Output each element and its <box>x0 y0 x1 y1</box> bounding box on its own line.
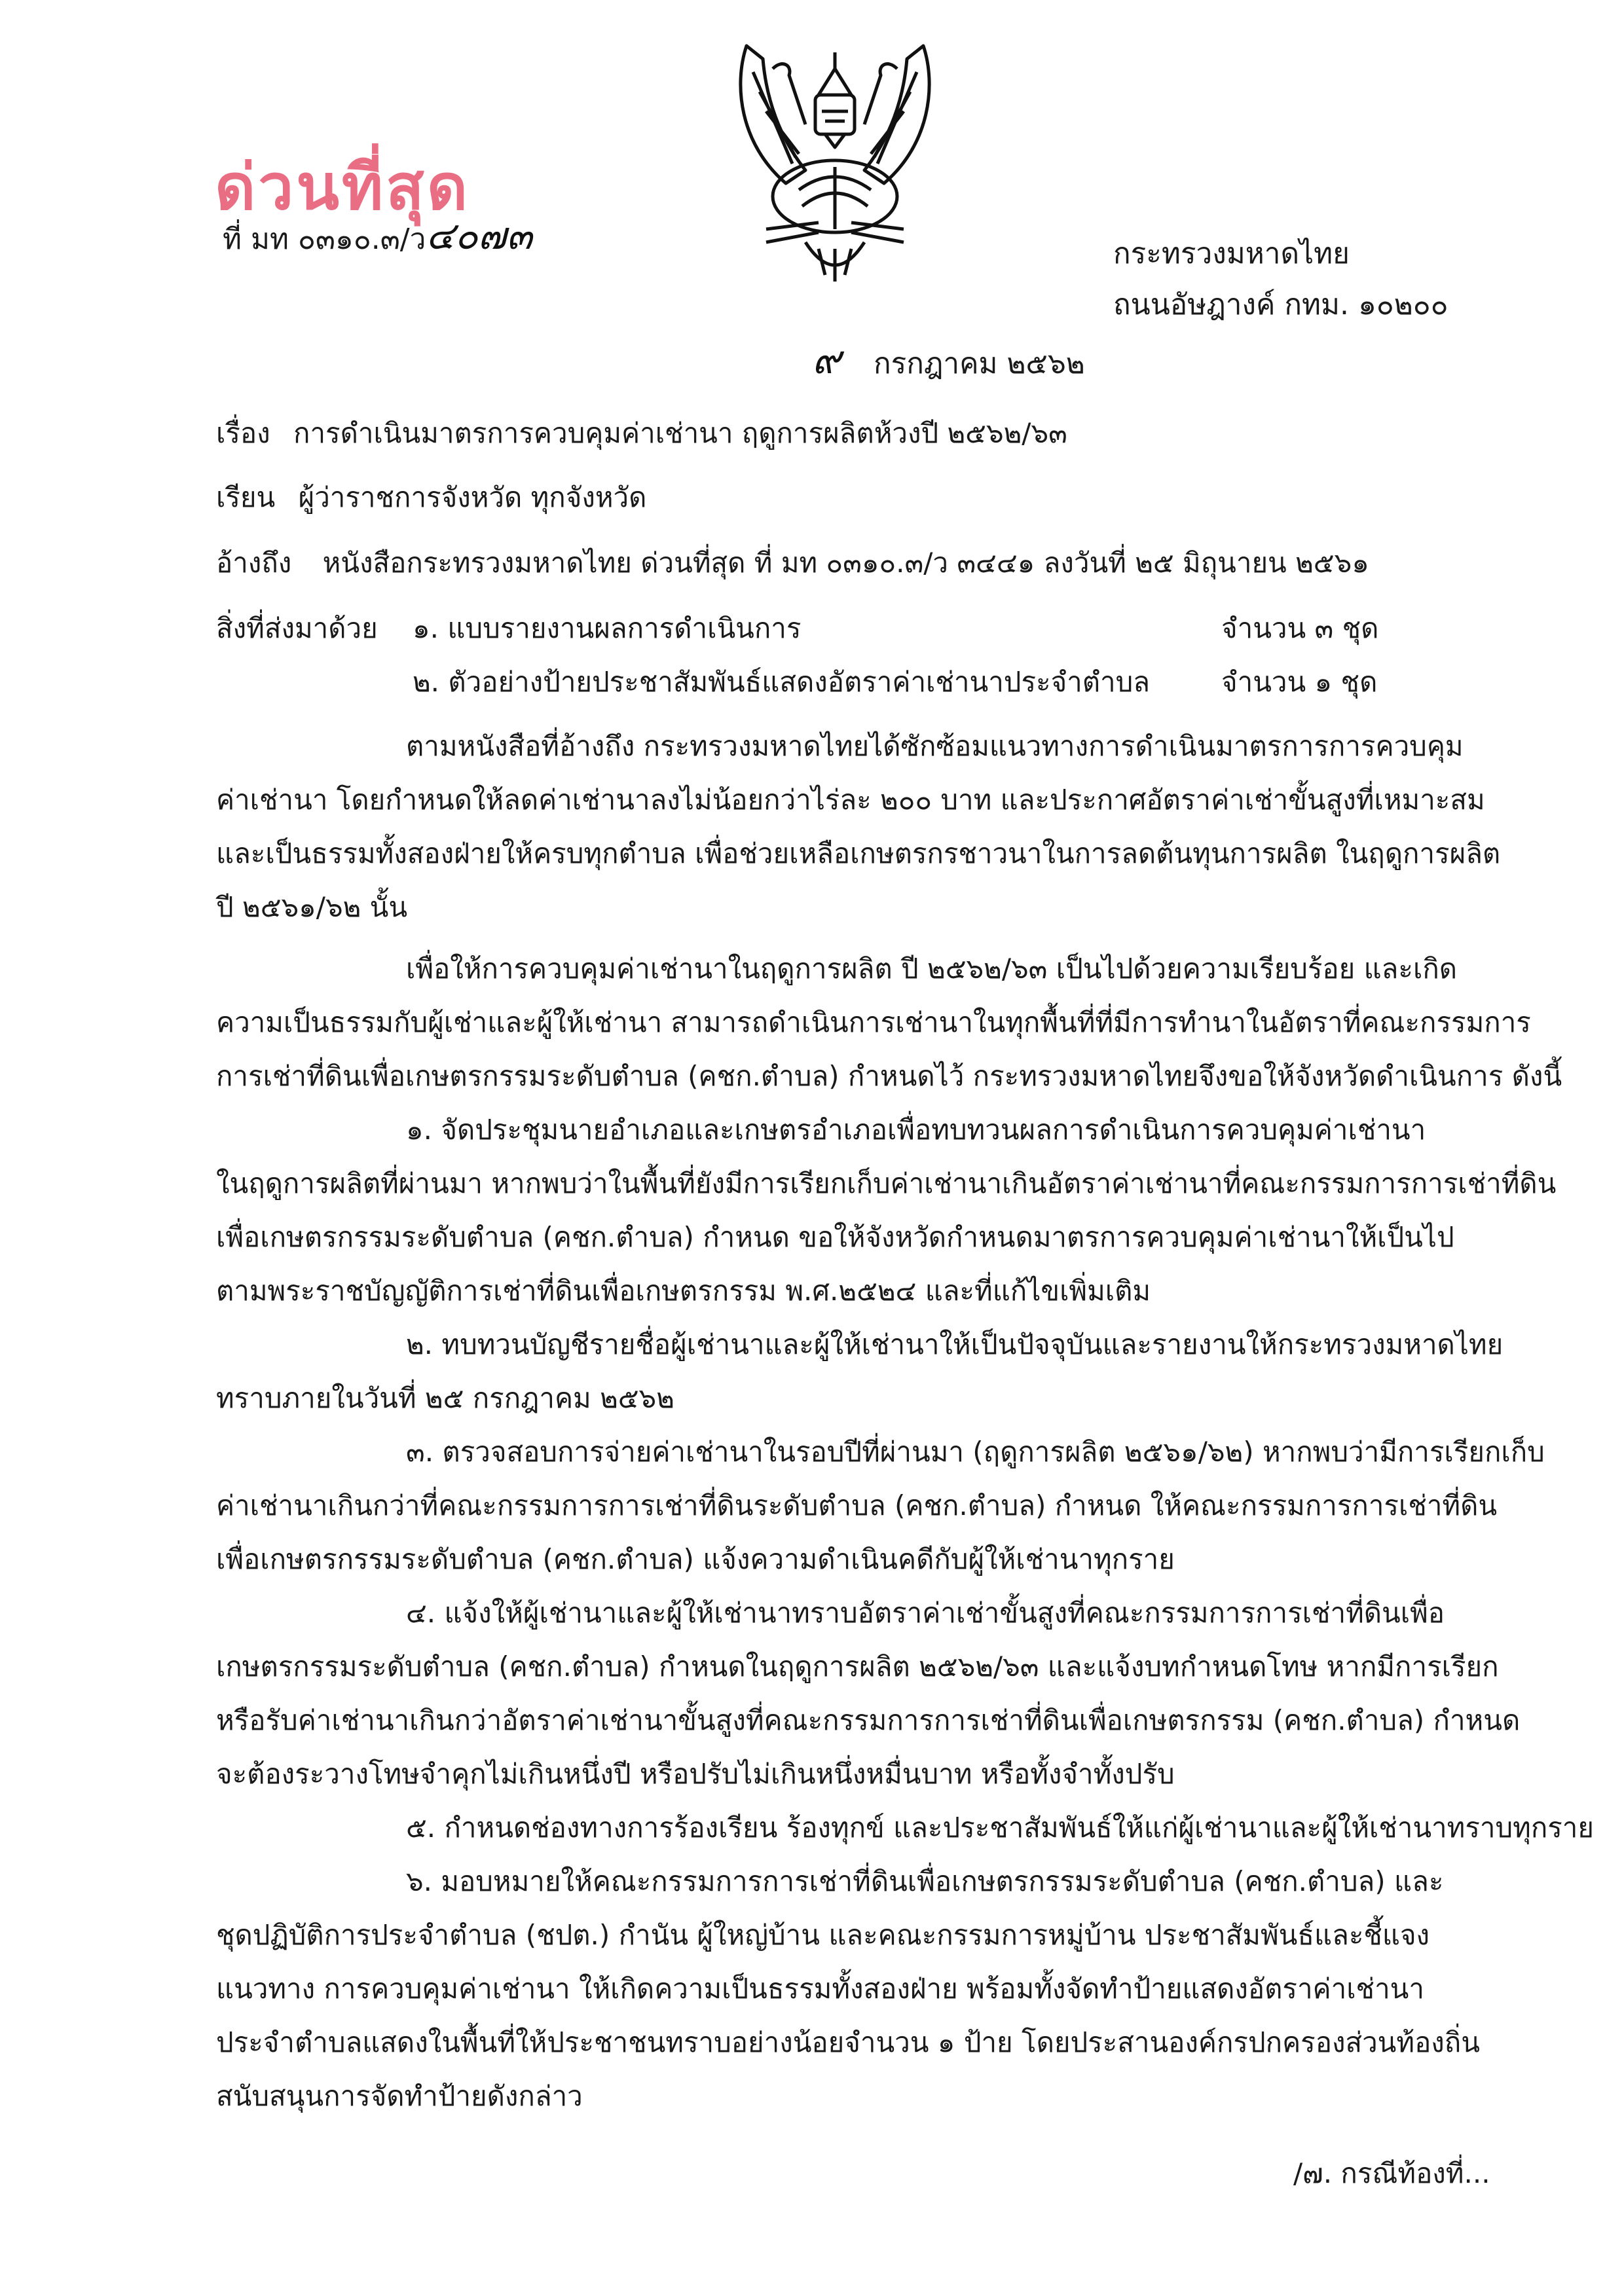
enclosure-item-count: จำนวน ๑ ชุด <box>1221 666 1378 698</box>
body-item-4-line: จะต้องระวางโทษจำคุกไม่เกินหนึ่งปี หรือปรับไม่เกินหนึ่งหมื่นบาท หรือทั้งจำทั้งปรับ <box>216 1758 1175 1790</box>
body-item-3-line: เพื่อเกษตรกรรมระดับตำบล (คชก.ตำบล) แจ้งความดำเนินคดีกับผู้ให้เช่านาทุกราย <box>216 1543 1175 1575</box>
body-item-1-line: ในฤดูการผลิตที่ผ่านมา หากพบว่าในพื้นที่ยังมีการเรียกเก็บค่าเช่านาเกินอัตราค่าเช่านาที่คณะกรรมการการเช่าที่ดิน <box>216 1167 1557 1199</box>
document-number-handwritten: ๔๐๗๓ <box>426 213 532 258</box>
body-item-4-line: หรือรับค่าเช่านาเกินกว่าอัตราค่าเช่านาขั้นสูงที่คณะกรรมการการเช่าที่ดินเพื่อเกษตรกรรม (คชก.ตำบล) กำหนด <box>216 1704 1521 1736</box>
addressee-label: เรียน <box>216 481 276 513</box>
reference-label: อ้างถึง <box>216 547 292 579</box>
body-item-2-line: ทราบภายในวันที่ ๒๕ กรกฎาคม ๒๕๖๒ <box>216 1382 674 1414</box>
body-item-6-line: ชุดปฏิบัติการประจำตำบล (ชปต.) กำนัน ผู้ใหญ่บ้าน และคณะกรรมการหมู่บ้าน ประชาสัมพันธ์และชี้แจง <box>216 1919 1430 1951</box>
body-item-3-line: ค่าเช่านาเกินกว่าที่คณะกรรมการการเช่าที่ดินระดับตำบล (คชก.ตำบล) กำหนด ให้คณะกรรมการการเช่าที่ดิน <box>216 1489 1498 1522</box>
body-paragraph-1-line: ปี ๒๕๖๑/๖๒ นั้น <box>216 891 408 923</box>
urgency-stamp: ด่วนที่สุด <box>215 151 471 224</box>
body-paragraph-1-line: ค่าเช่านา โดยกำหนดให้ลดค่าเช่านาลงไม่น้อยกว่าไร่ละ ๒๐๐ บาท และประกาศอัตราค่าเช่าขั้นสูงที่เหมาะสม <box>216 784 1485 816</box>
body-item-1-line: ๑. จัดประชุมนายอำเภอและเกษตรอำเภอเพื่อทบทวนผลการดำเนินการควบคุมค่าเช่านา <box>406 1114 1426 1146</box>
body-paragraph-1-line: ตามหนังสือที่อ้างถึง กระทรวงมหาดไทยได้ซักซ้อมแนวทางการดำเนินมาตรการการควบคุม <box>406 730 1464 762</box>
enclosure-item-text: ๑. แบบรายงานผลการดำเนินการ <box>413 612 802 644</box>
addressee-line <box>216 478 1480 517</box>
body-item-4-line: เกษตรกรรมระดับตำบล (คชก.ตำบล) กำหนดในฤดูการผลิต ๒๕๖๒/๖๓ และแจ้งบทกำหนดโทษ หากมีการเรียก <box>216 1650 1499 1683</box>
body-paragraph-2-line: ความเป็นธรรมกับผู้เช่าและผู้ให้เช่านา สามารถดำเนินการเช่านาในทุกพื้นที่ที่มีการทำนาในอัตราที่คณะกรรมการ <box>216 1006 1531 1038</box>
document-number <box>223 213 532 259</box>
body-item-4-line: ๔. แจ้งให้ผู้เช่านาและผู้ให้เช่านาทราบอัตราค่าเช่าขั้นสูงที่คณะกรรมการการเช่าที่ดินเพื่อ <box>406 1597 1445 1629</box>
continuation-note: /๗. กรณีท้องที่... <box>1293 2157 1490 2189</box>
body-paragraph-2-line: เพื่อให้การควบคุมค่าเช่านาในฤดูการผลิต ปี ๒๕๖๒/๖๓ เป็นไปด้วยความเรียบร้อย และเกิด <box>406 953 1458 985</box>
issuer-name: กระทรวงมหาดไทย <box>1113 237 1350 270</box>
body-item-6-line: สนับสนุนการจัดทำป้ายดังกล่าว <box>216 2080 583 2112</box>
enclosure-item-count: จำนวน ๓ ชุด <box>1221 612 1379 644</box>
document-date <box>812 337 1085 384</box>
subject-label: เรื่อง <box>216 417 270 449</box>
reference-text: หนังสือกระทรวงมหาดไทย ด่วนที่สุด ที่ มท ๐๓๑๐.๓/ว ๓๔๔๑ ลงวันที่ ๒๕ มิถุนายน ๒๕๖๑ <box>322 547 1369 579</box>
body-item-2-line: ๒. ทบทวนบัญชีรายชื่อผู้เช่านาและผู้ให้เช่านาให้เป็นปัจจุบันและรายงานให้กระทรวงมหาดไทย <box>406 1328 1504 1360</box>
issuer-address: ถนนอัษฎางค์ กทม. ๑๐๒๐๐ <box>1113 288 1449 321</box>
body-item-1-line: เพื่อเกษตรกรรมระดับตำบล (คชก.ตำบล) กำหนด ขอให้จังหวัดกำหนดมาตรการควบคุมค่าเช่านาให้เป็นไป <box>216 1221 1454 1253</box>
body-item-5-line: ๕. กำหนดช่องทางการร้องเรียน ร้องทุกข์ และประชาสัมพันธ์ให้แก่ผู้เช่านาและผู้ให้เช่านาทราบทุกราย <box>406 1812 1594 1844</box>
document-number-prefix: ที่ มท ๐๓๑๐.๓/ว <box>223 223 426 256</box>
body-paragraph-2-line: การเช่าที่ดินเพื่อเกษตรกรรมระดับตำบล (คชก.ตำบล) กำหนดไว้ กระทรวงมหาดไทยจึงขอให้จังหวัดดำเนินการ ดังนี้ <box>216 1060 1562 1092</box>
garuda-emblem-icon <box>727 33 943 288</box>
body-item-6-line: แนวทาง การควบคุมค่าเช่านา ให้เกิดความเป็นธรรมทั้งสองฝ่าย พร้อมทั้งจัดทำป้ายแสดงอัตราค่าเช่านา <box>216 1973 1424 2005</box>
enclosure-item-text: ๒. ตัวอย่างป้ายประชาสัมพันธ์แสดงอัตราค่าเช่านาประจำตำบล <box>413 666 1151 698</box>
body-item-6-line: ๖. มอบหมายให้คณะกรรมการการเช่าที่ดินเพื่อเกษตรกรรมระดับตำบล (คชก.ตำบล) และ <box>406 1865 1444 1897</box>
date-day-handwritten: ๙ <box>812 337 841 383</box>
enclosures-label: สิ่งที่ส่งมาด้วย <box>216 612 378 644</box>
body-paragraph-1-line: และเป็นธรรมทั้งสองฝ่ายให้ครบทุกตำบล เพื่อช่วยเหลือเกษตรกรชาวนาในการลดต้นทุนการผลิต ในฤดูการผลิต <box>216 837 1501 869</box>
body-item-6-line: ประจำตำบลแสดงในพื้นที่ให้ประชาชนทราบอย่างน้อยจำนวน ๑ ป้าย โดยประสานองค์กรปกครองส่วนท้องถิ่น <box>216 2026 1480 2058</box>
subject-line <box>216 414 1480 453</box>
addressee-text: ผู้ว่าราชการจังหวัด ทุกจังหวัด <box>298 481 647 513</box>
subject-text: การดำเนินมาตรการควบคุมค่าเช่านา ฤดูการผลิตห้วงปี ๒๕๖๒/๖๓ <box>293 417 1067 449</box>
date-month-year: กรกฎาคม ๒๕๖๒ <box>873 347 1085 380</box>
enclosure-row <box>216 609 1480 648</box>
body-item-3-line: ๓. ตรวจสอบการจ่ายค่าเช่านาในรอบปีที่ผ่านมา (ฤดูการผลิต ๒๕๖๑/๖๒) หากพบว่ามีการเรียกเก็บ <box>406 1436 1545 1468</box>
body-item-1-line: ตามพระราชบัญญัติการเช่าที่ดินเพื่อเกษตรกรรม พ.ศ.๒๕๒๔ และที่แก้ไขเพิ่มเติม <box>216 1275 1151 1307</box>
reference-line <box>216 543 1480 583</box>
